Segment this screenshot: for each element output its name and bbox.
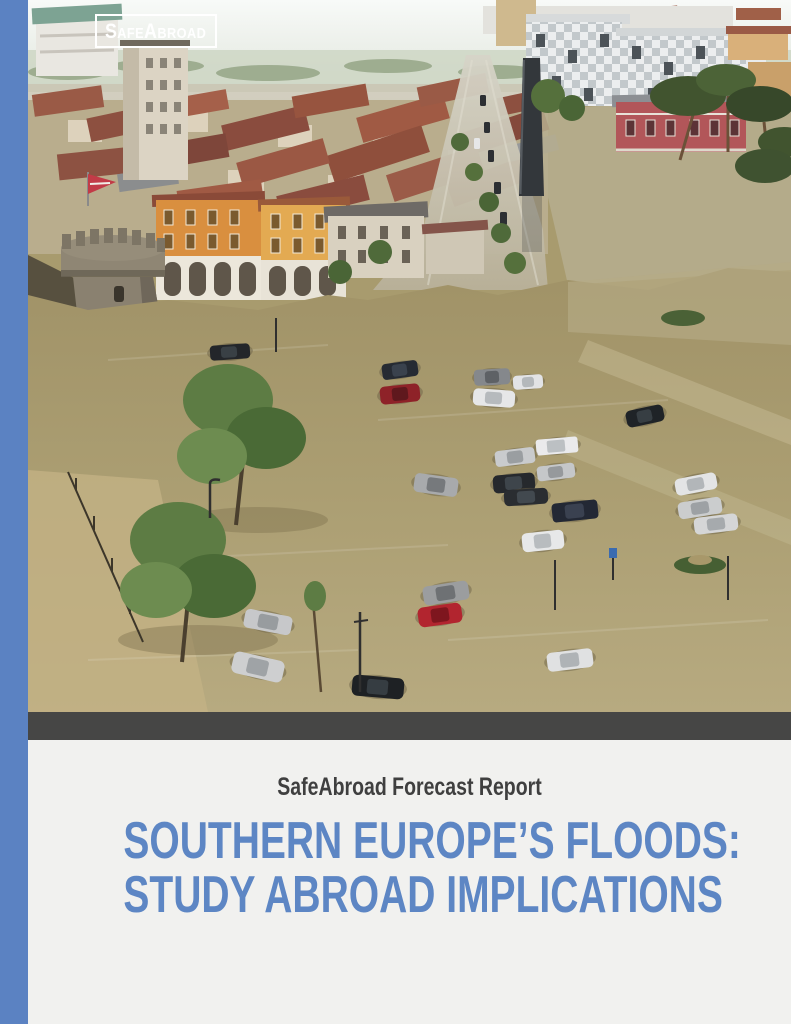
safeabroad-logo — [95, 14, 217, 48]
cover-photo — [28, 0, 791, 712]
arcade-buildings — [152, 191, 350, 300]
report-title-line2: STUDY ABROAD IMPLICATIONS — [123, 865, 723, 924]
safeabroad-logo-text: SafeAbroad — [105, 19, 207, 43]
street-sign — [609, 548, 617, 558]
report-title-line1: SOUTHERN EUROPE’S FLOODS: — [123, 811, 741, 870]
report-title — [28, 811, 791, 924]
flood-scene-illustration — [28, 0, 791, 712]
divider-bar — [28, 712, 791, 740]
cover-titles — [28, 773, 791, 922]
report-kicker: SafeAbroad Forecast Report — [277, 773, 542, 801]
cover-content — [28, 0, 791, 1024]
left-accent-stripe — [0, 0, 28, 1024]
